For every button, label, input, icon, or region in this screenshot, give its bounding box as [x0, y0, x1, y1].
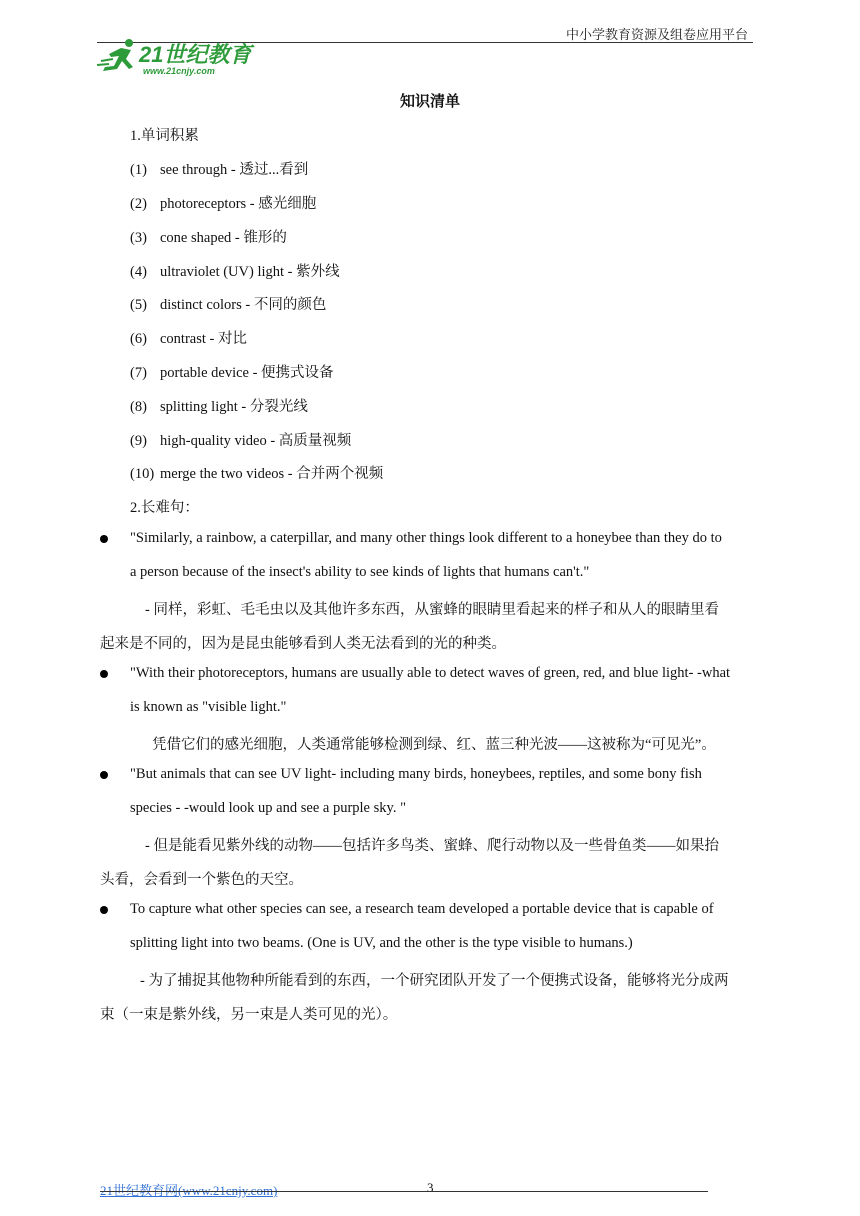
- page-number: 3: [427, 1180, 434, 1195]
- vocab-item: (2) photoreceptors - 感光细胞: [130, 196, 317, 212]
- sentence-english: To capture what other species can see, a research team developed a portable device that is capable of: [130, 901, 714, 917]
- vocab-item: (9) high-quality video - 高质量视频: [130, 433, 352, 449]
- vocab-item: (4) ultraviolet (UV) light - 紫外线: [130, 264, 340, 280]
- sentence-english: is known as "visible light.": [130, 699, 287, 715]
- section-heading-sentences: 2.长难句：: [130, 500, 199, 516]
- logo-main-text: 21世纪教育: [139, 42, 252, 67]
- vocab-item: (8) splitting light - 分裂光线: [130, 399, 308, 415]
- section-heading-vocabulary: 1.单词积累: [130, 128, 199, 144]
- sentence-chinese: - 但是能看见紫外线的动物——包括许多鸟类、蜜蜂、爬行动物以及一些骨鱼类——如果抬: [145, 838, 719, 854]
- vocab-item: (6) contrast - 对比: [130, 331, 247, 347]
- sentence-english: species - -would look up and see a purple sky. ": [130, 800, 406, 816]
- vocab-item: (1) see through - 透过...看到: [130, 162, 309, 178]
- site-logo: [95, 37, 260, 77]
- bullet-icon: [100, 906, 108, 914]
- vocab-item: (5) distinct colors - 不同的颜色: [130, 297, 327, 313]
- bullet-icon: [100, 771, 108, 779]
- header-platform-text: 中小学教育资源及组卷应用平台: [565, 27, 748, 42]
- sentence-chinese: 起来是不同的，因为是昆虫能够看到人类无法看到的光的种类。: [100, 636, 506, 652]
- sentence-chinese: 凭借它们的感光细胞，人类通常能够检测到绿、红、蓝三种光波——这被称为“可见光”。: [152, 737, 716, 753]
- sentence-english: "But animals that can see UV light- including many birds, honeybees, reptiles, and some bony fish: [130, 766, 702, 782]
- vocab-item: (10) merge the two videos - 合并两个视频: [130, 466, 384, 482]
- sentence-english: "Similarly, a rainbow, a caterpillar, and many other things look different to a honeybee than they do to: [130, 530, 722, 546]
- sentence-chinese: 束（一束是紫外线，另一束是人类可见的光）。: [100, 1007, 398, 1023]
- bullet-icon: [100, 535, 108, 543]
- vocab-item: (7) portable device - 便携式设备: [130, 365, 334, 381]
- sentence-chinese: - 同样，彩虹、毛毛虫以及其他许多东西，从蜜蜂的眼睛里看起来的样子和从人的眼睛里看: [145, 602, 719, 618]
- logo-url-text: www.21cnjy.com: [143, 66, 215, 76]
- sentence-english: a person because of the insect's ability to see kinds of lights that humans can't.": [130, 564, 590, 580]
- document-title: 知识清单: [399, 94, 460, 110]
- sentence-chinese: 头看，会看到一个紫色的天空。: [100, 872, 303, 888]
- sentence-english: "With their photoreceptors, humans are usually able to detect waves of green, red, and blue light- -what: [130, 665, 731, 681]
- footer-divider: [100, 1191, 708, 1192]
- runner-logo-icon: [95, 37, 260, 77]
- vocab-item: (3) cone shaped - 锥形的: [130, 230, 287, 246]
- bullet-icon: [100, 670, 108, 678]
- sentence-english: splitting light into two beams. (One is UV, and the other is the type visible to humans.): [130, 935, 633, 951]
- footer-site-link[interactable]: 21世纪教育网(www.21cnjy.com): [100, 1183, 278, 1198]
- sentence-chinese: - 为了捕捉其他物种所能看到的东西，一个研究团队开发了一个便携式设备，能够将光分成两: [140, 973, 729, 989]
